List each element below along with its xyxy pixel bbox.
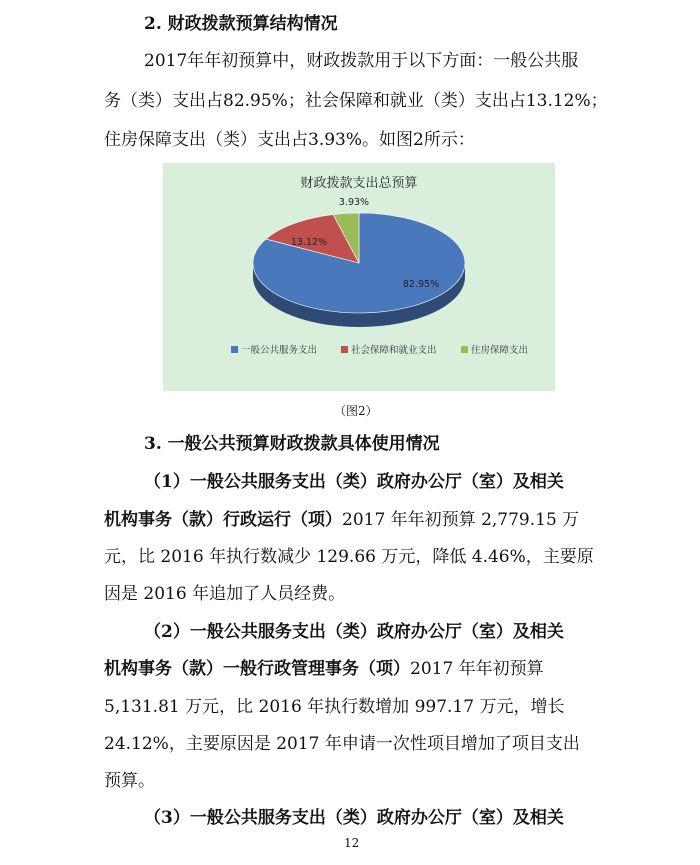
item1-line-2-rest: 2017 年年初预算 2,779.15 万 — [342, 510, 580, 530]
legend-swatch-0 — [231, 346, 238, 353]
item2-line-5: 预算。 — [104, 771, 155, 791]
legend-swatch-2 — [461, 346, 468, 353]
section2-heading: 2. 财政拨款预算结构情况 — [144, 14, 338, 34]
item1-title-bold: 机构事务（款）行政运行（项） — [104, 510, 342, 530]
item1-line-4: 因是 2016 年追加了人员经费。 — [104, 584, 346, 604]
item2-title-bold: 机构事务（款）一般行政管理事务（项） — [104, 659, 410, 679]
legend-label-0: 一般公共服务支出 — [241, 345, 318, 356]
data-label-2: 3.93% — [338, 197, 370, 208]
legend-swatch-1 — [341, 346, 348, 353]
item2-line-3: 5,131.81 万元，比 2016 年执行数增加 997.17 万元，增长 — [104, 697, 565, 717]
section2-line-1: 2017年年初预算中，财政拨款用于以下方面：一般公共服 — [144, 51, 579, 71]
section2-line-2: 务（类）支出占82.95%；社会保障和就业（类）支出占13.12%； — [104, 91, 608, 111]
chart-title: 财政拨款支出总预算 — [300, 176, 418, 191]
item1-line-3: 元，比 2016 年执行数减少 129.66 万元，降低 4.46%，主要原 — [104, 547, 594, 567]
data-label-0: 82.95% — [402, 279, 440, 290]
item3-line-1: （3）一般公共服务支出（类）政府办公厅（室）及相关 — [144, 808, 564, 828]
legend-label-1: 社会保障和就业支出 — [351, 345, 437, 356]
item2-line-2 — [104, 659, 544, 679]
page-number: 12 — [344, 836, 360, 850]
section3-heading: 3. 一般公共预算财政拨款具体使用情况 — [144, 434, 440, 454]
pie-chart — [163, 163, 555, 391]
section2-line-3: 住房保障支出（类）支出占3.93%。如图2所示： — [104, 130, 475, 150]
figure-caption: （图2） — [334, 404, 378, 418]
item2-line-1: （2）一般公共服务支出（类）政府办公厅（室）及相关 — [144, 622, 564, 642]
data-label-1: 13.12% — [290, 237, 328, 248]
legend-label-2: 住房保障支出 — [471, 345, 529, 356]
item2-line-4: 24.12%，主要原因是 2017 年申请一次性项目增加了项目支出 — [104, 734, 580, 754]
item2-line-2-rest: 2017 年年初预算 — [410, 659, 544, 679]
item1-line-1: （1）一般公共服务支出（类）政府办公厅（室）及相关 — [144, 472, 564, 492]
item1-line-2 — [104, 510, 579, 530]
